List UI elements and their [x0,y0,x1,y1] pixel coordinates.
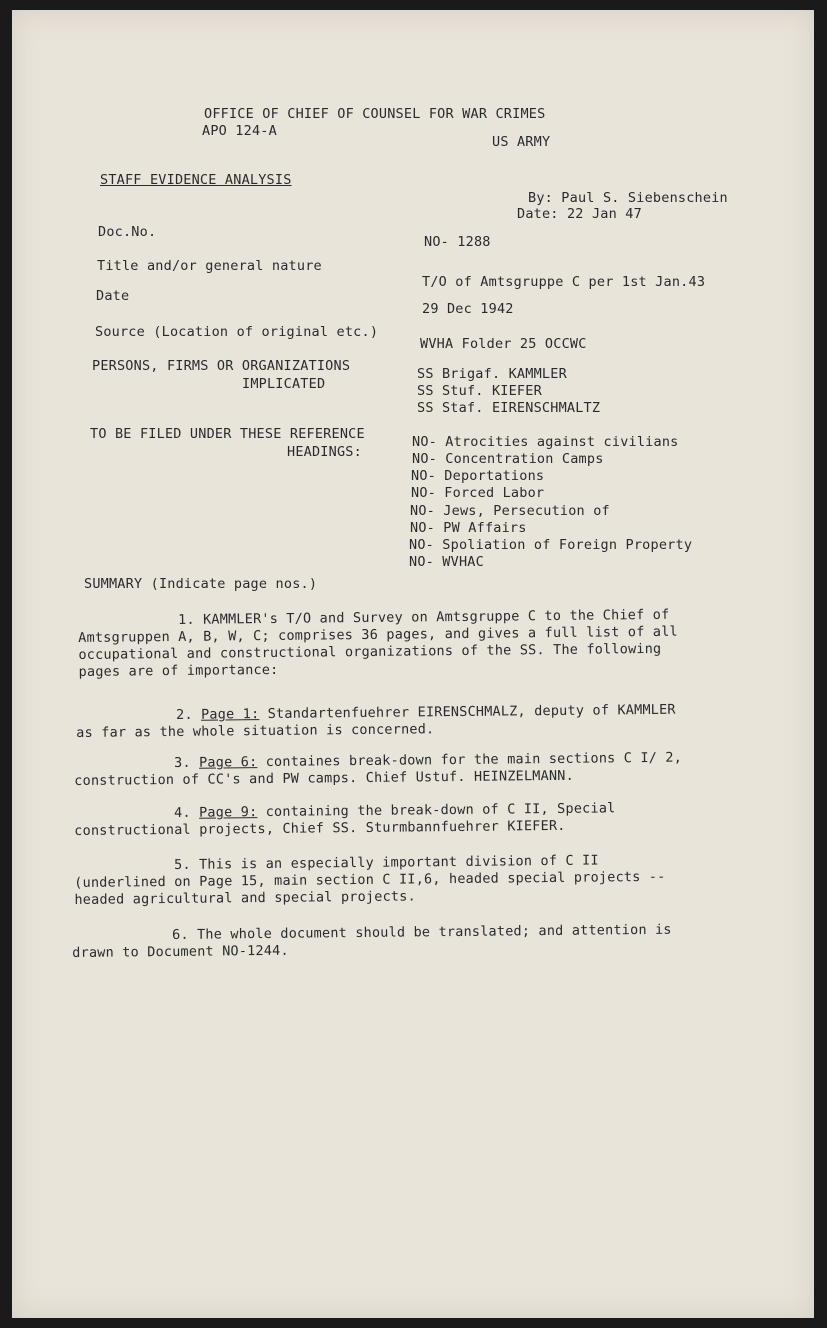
apo-line: APO 124-A [202,123,277,139]
persons-label: PERSONS, FIRMS OR ORGANIZATIONS [92,358,351,374]
heading-item: NO- Forced Labor [411,485,545,501]
paragraph-number: 4. [173,804,191,821]
office-heading: OFFICE OF CHIEF OF COUNSEL FOR WAR CRIMES [204,106,546,122]
summary-paragraph-3 [74,749,696,790]
paragraph-text: containes break-down for the main sections C I/ 2, construction of CC's and PW camps. Chief Ustuf. HEINZELMANN. [74,749,683,789]
document-page [12,10,814,1318]
reference-label-2: HEADINGS: [287,444,362,460]
summary-paragraph-4 [74,799,696,840]
heading-item: NO- PW Affairs [410,520,527,536]
doc-no-label: Doc.No. [98,224,157,240]
analyst-line: By: Paul S. Siebenschein [528,190,728,206]
heading-item: NO- Jews, Persecution of [410,503,610,519]
paragraph-number: 3. [173,754,191,771]
heading-item: NO- Concentration Camps [412,451,604,467]
title-label: Title and/or general nature [97,258,322,274]
title-value: T/O of Amtsgruppe C per 1st Jan.43 [422,274,706,290]
paragraph-number: 2. [175,706,193,723]
heading-item: NO- Atrocities against civilians [412,434,679,450]
persons-label-2: IMPLICATED [242,376,326,392]
reference-label: TO BE FILED UNDER THESE REFERENCE [90,426,365,442]
doc-no-value: NO- 1288 [424,234,491,250]
source-value: WVHA Folder 25 OCCWC [420,336,587,352]
heading-item: NO- WVHAC [409,554,484,570]
summary-paragraph-1: 1. KAMMLER's T/O and Survey on Amtsgruppe C to the Chief of Amtsgruppen A, B, W, C; comprises 36 pages, and gives a full list of all occupational and constructional organizations of the SS. The following pages are of importance: [78,606,678,680]
summary-paragraph-6: 6. The whole document should be translated; and attention is drawn to Document NO-1244. [72,921,672,961]
heading-item: NO- Spoliation of Foreign Property [409,537,693,553]
paragraph-text: containing the break-down of C II, Special constructional projects, Chief SS. Sturmbannfuehrer KIEFER. [74,800,616,839]
date-label: Date [96,288,130,304]
summary-paragraph-2 [76,702,696,742]
heading-item: NO- Deportations [411,468,545,484]
person-item: SS Staf. EIRENSCHMALTZ [417,400,601,416]
summary-paragraph-5: 5. This is an especially important division of C II (underlined on Page 15, main section C II,6, headed special projects -- headed agricultural and special projects. [74,852,666,908]
page-reference: Page 9: [198,804,258,821]
person-item: SS Stuf. KIEFER [417,383,542,399]
document-title: STAFF EVIDENCE ANALYSIS [100,172,292,188]
date-value: 29 Dec 1942 [422,301,514,317]
summary-label: SUMMARY (Indicate page nos.) [84,576,318,592]
paragraph-text: Standartenfuehrer EIRENSCHMALZ, deputy of KAMMLER as far as the whole situation is concerned. [76,701,676,741]
person-item: SS Brigaf. KAMMLER [417,366,567,382]
source-label: Source (Location of original etc.) [95,324,379,340]
page-reference: Page 6: [198,754,258,771]
analysis-date: Date: 22 Jan 47 [517,206,642,222]
page-reference: Page 1: [200,706,260,723]
army-line: US ARMY [492,134,551,150]
